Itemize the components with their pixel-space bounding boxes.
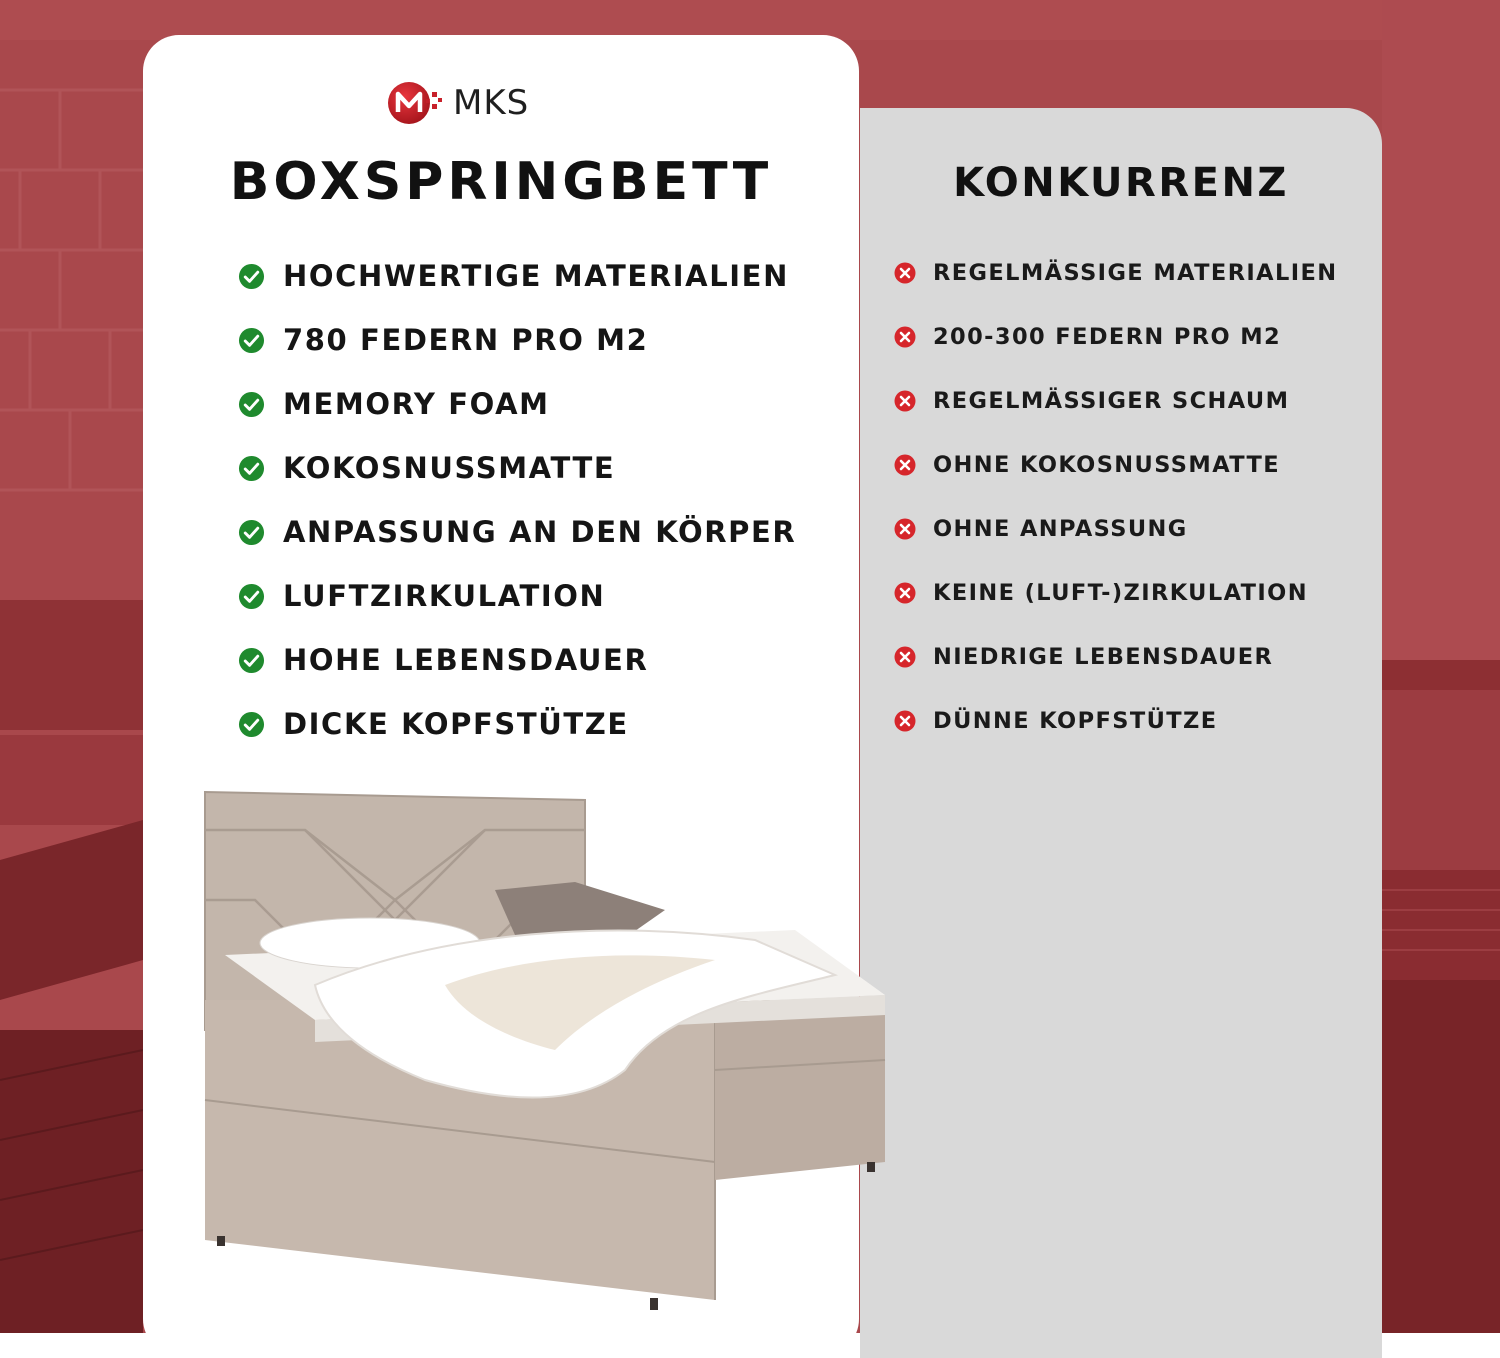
x-circle-icon: [894, 646, 916, 668]
list-item: [238, 436, 796, 500]
list-item: [238, 308, 796, 372]
feature-label: KOKOSNUSSMATTE: [283, 451, 616, 485]
x-circle-icon: [894, 454, 916, 476]
feature-label: NIEDRIGE LEBENSDAUER: [933, 644, 1274, 670]
list-item: [238, 500, 796, 564]
product-feature-list: [238, 244, 796, 756]
list-item: [894, 561, 1338, 625]
feature-label: HOHE LEBENSDAUER: [283, 643, 649, 677]
feature-label: REGELMÄSSIGER SCHAUM: [933, 388, 1290, 414]
feature-label: ANPASSUNG AN DEN KÖRPER: [283, 515, 797, 549]
feature-label: DICKE KOPFSTÜTZE: [283, 707, 629, 741]
x-circle-icon: [894, 326, 916, 348]
competitor-title: KONKURRENZ: [953, 160, 1289, 206]
list-item: [894, 433, 1338, 497]
mks-logo-icon: [387, 75, 443, 131]
feature-label: DÜNNE KOPFSTÜTZE: [933, 708, 1218, 734]
feature-label: OHNE KOKOSNUSSMATTE: [933, 452, 1281, 478]
feature-label: KEINE (LUFT-)ZIRKULATION: [933, 580, 1308, 606]
list-item: [894, 497, 1338, 561]
product-title: BOXSPRINGBETT: [229, 152, 773, 212]
feature-label: 200-300 FEDERN PRO M2: [933, 324, 1282, 350]
list-item: [894, 689, 1338, 753]
feature-label: OHNE ANPASSUNG: [933, 516, 1188, 542]
list-item: [238, 564, 796, 628]
boxspring-bed-image: [195, 770, 895, 1310]
feature-label: MEMORY FOAM: [283, 387, 550, 421]
list-item: [894, 241, 1338, 305]
list-item: [894, 305, 1338, 369]
feature-label: REGELMÄSSIGE MATERIALIEN: [933, 260, 1338, 286]
x-circle-icon: [894, 518, 916, 540]
check-circle-icon: [238, 519, 265, 546]
feature-label: LUFTZIRKULATION: [283, 579, 606, 613]
feature-label: 780 FEDERN PRO M2: [283, 323, 649, 357]
feature-label: HOCHWERTIGE MATERIALIEN: [283, 259, 789, 293]
check-circle-icon: [238, 327, 265, 354]
list-item: [238, 692, 796, 756]
x-circle-icon: [894, 710, 916, 732]
list-item: [238, 628, 796, 692]
list-item: [894, 369, 1338, 433]
list-item: [894, 625, 1338, 689]
list-item: [238, 244, 796, 308]
x-circle-icon: [894, 390, 916, 412]
brand-logo: [387, 75, 529, 131]
check-circle-icon: [238, 583, 265, 610]
check-circle-icon: [238, 711, 265, 738]
check-circle-icon: [238, 455, 265, 482]
check-circle-icon: [238, 391, 265, 418]
check-circle-icon: [238, 263, 265, 290]
check-circle-icon: [238, 647, 265, 674]
list-item: [238, 372, 796, 436]
x-circle-icon: [894, 582, 916, 604]
x-circle-icon: [894, 262, 916, 284]
brand-name: MKS: [453, 83, 530, 123]
competitor-feature-list: [894, 241, 1338, 753]
